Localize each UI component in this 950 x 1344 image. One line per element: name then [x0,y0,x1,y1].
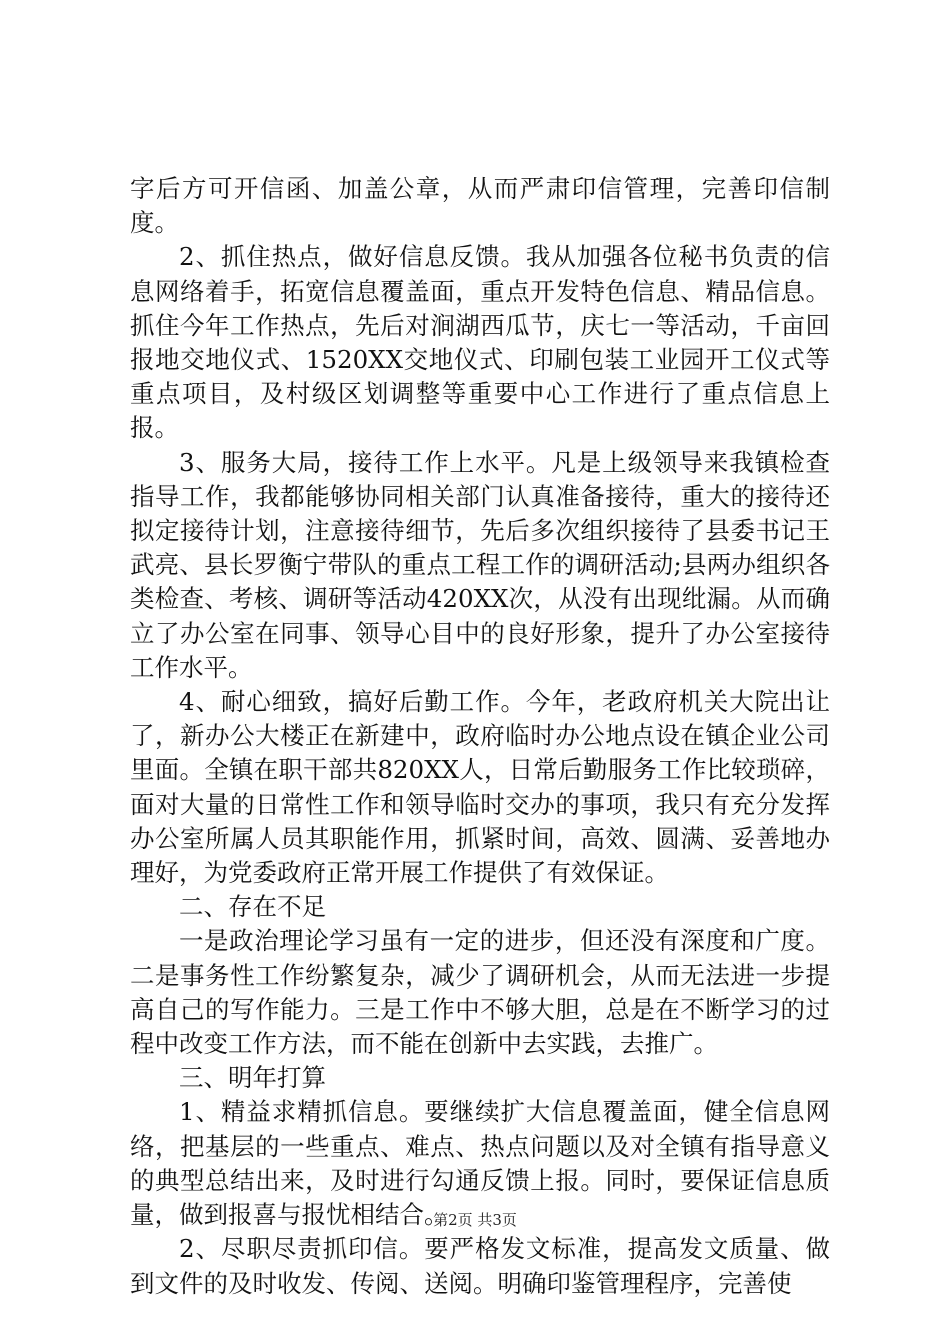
paragraph-6: 1、精益求精抓信息。要继续扩大信息覆盖面，健全信息网络，把基层的一些重点、难点、热点问题以及对全镇有指导意义的典型总结出来，及时进行勾通反馈上报。同时，要保证信息质量，做到报喜与报忧相结合。 [130,1097,830,1230]
paragraph-1: 字后方可开信函、加盖公章，从而严肃印信管理，完善印信制度。 [130,174,830,238]
paragraph-5: 一是政治理论学习虽有一定的进步，但还没有深度和广度。二是事务性工作纷繁复杂，减少了调研机会，从而无法进一步提高自己的写作能力。三是工作中不够大胆，总是在不断学习的过程中改变工作方法，而不能在创新中去实践，去推广。 [130,926,830,1059]
paragraph-4: 4、耐心细致，搞好后勤工作。今年，老政府机关大院出让了，新办公大楼正在新建中，政府临时办公地点设在镇企业公司里面。全镇在职干部共820XX人，日常后勤服务工作比较琐碎，面对大量的日常性工作和领导临时交办的事项，我只有充分发挥办公室所属人员其职能作用，抓紧时间，高效、圆满、妥善地办理好，为党委政府正常开展工作提供了有效保证。 [130,687,830,888]
document-body [130,172,830,1301]
paragraph-7: 2、尽职尽责抓印信。要严格发文标准，提高发文质量、做到文件的及时收发、传阅、送阅。明确印鉴管理程序，完善使 [130,1234,830,1298]
section-heading-shortcomings: 二、存在不足 [179,892,326,922]
paragraph-3: 3、服务大局，接待工作上水平。凡是上级领导来我镇检查指导工作，我都能够协同相关部门认真准备接待，重大的接待还拟定接待计划，注意接待细节，先后多次组织接待了县委书记王武亮、县长罗衡宁带队的重点工程工作的调研活动;县两办组织各类检查、考核、调研等活动420XX次，从没有出现纰漏。从而确立了办公室在同事、领导心目中的良好形象，提升了办公室接待工作水平。 [130,447,830,682]
paragraph-2: 2、抓住热点，做好信息反馈。我从加强各位秘书负责的信息网络着手，拓宽信息覆盖面，重点开发特色信息、精品信息。抓住今年工作热点，先后对涧湖西瓜节，庆七一等活动，千亩回报地交地仪式、1520XX交地仪式、印刷包装工业园开工仪式等重点项目，及村级区划调整等重要中心工作进行了重点信息上报。 [130,242,830,443]
page-footer: 第2页 共3页 [433,1211,517,1229]
section-heading-next-year-plan: 三、明年打算 [179,1063,326,1093]
